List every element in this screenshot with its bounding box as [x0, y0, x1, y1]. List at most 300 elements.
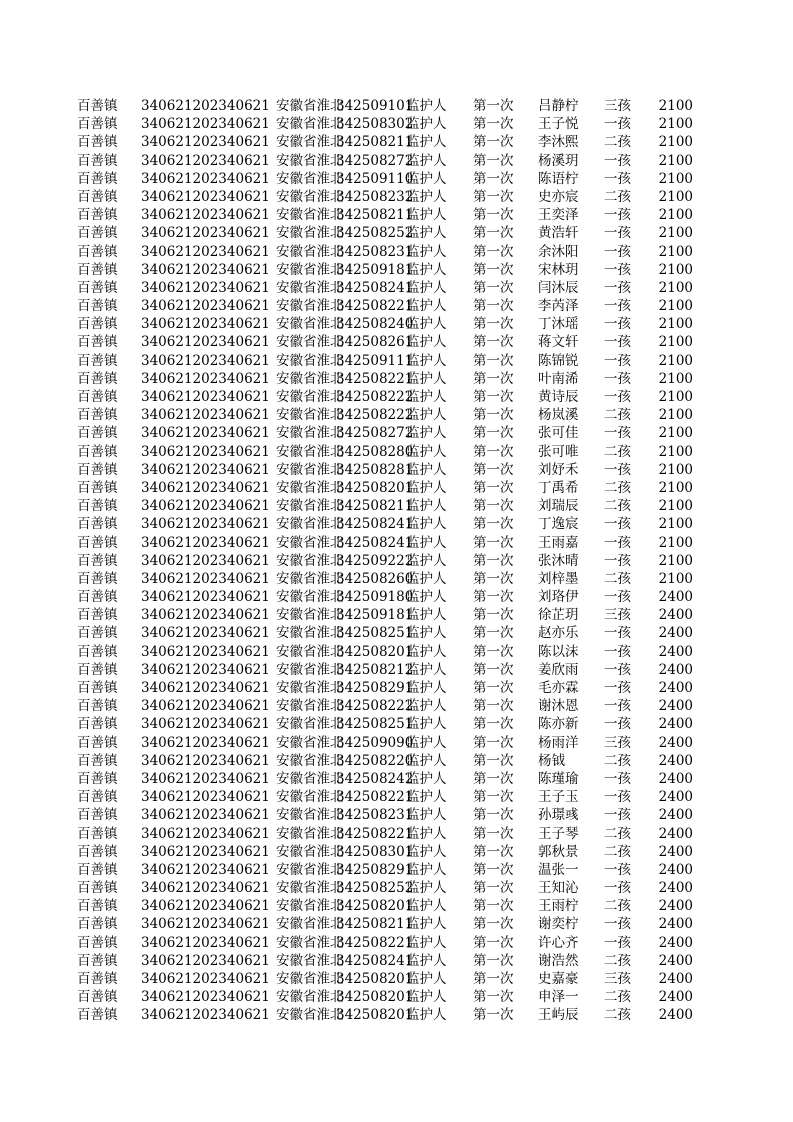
address-cell: 安徽省淮北: [276, 1007, 344, 1024]
id-code-cell: 340621202340621: [141, 389, 270, 405]
id-code-cell: 340621202340621: [141, 770, 270, 787]
address-cell: 安徽省淮北: [276, 843, 344, 860]
id-code-cell: 340621202340621: [141, 861, 270, 878]
role-cell: 监护人: [406, 334, 447, 351]
amount-cell: 2100: [658, 516, 693, 533]
town-cell: 百善镇: [77, 843, 118, 860]
table-row: [0, 443, 793, 461]
amount-cell: 2400: [658, 789, 693, 806]
role-cell: 监护人: [406, 389, 447, 405]
amount-cell: 2100: [658, 407, 693, 424]
amount-cell: 2400: [658, 952, 693, 969]
child-order-cell: 一孩: [604, 261, 631, 278]
child-order-cell: 一孩: [604, 552, 631, 569]
table-row: [0, 133, 793, 151]
address-cell: 安徽省淮北: [276, 552, 344, 569]
child-name-cell: 宋林玥: [538, 261, 579, 278]
town-cell: 百善镇: [77, 316, 118, 333]
table-row: [0, 661, 793, 679]
role-cell: 监护人: [406, 352, 447, 369]
id-code-cell: 340621202340621: [141, 643, 270, 660]
table-row: [0, 370, 793, 388]
address-cell: 安徽省淮北: [276, 807, 344, 824]
child-name-cell: 王知沁: [538, 880, 579, 897]
table-row: [0, 806, 793, 824]
child-name-cell: 闫沐辰: [538, 279, 579, 296]
child-name-cell: 刘珞伊: [538, 589, 579, 606]
child-name-cell: 陈瑾瑜: [538, 770, 579, 787]
town-cell: 百善镇: [77, 116, 118, 133]
id-code-cell: 340621202340621: [141, 170, 270, 187]
table-row: [0, 624, 793, 642]
child-name-cell: 黄诗辰: [538, 389, 579, 405]
town-cell: 百善镇: [77, 479, 118, 496]
child-order-cell: 一孩: [604, 625, 631, 642]
child-order-cell: 二孩: [604, 134, 631, 151]
amount-cell: 2100: [658, 152, 693, 169]
id-code-cell: 340621202340621: [141, 279, 270, 296]
child-order-cell: 一孩: [604, 389, 631, 405]
amount-cell: 2400: [658, 825, 693, 842]
id-code-cell: 340621202340621: [141, 461, 270, 478]
amount-cell: 2100: [658, 443, 693, 460]
child-name-cell: 史亦宸: [538, 188, 579, 205]
amount-cell: 2400: [658, 752, 693, 769]
round-cell: 第一次: [473, 334, 514, 351]
id-code-cell: 340621202340621: [141, 843, 270, 860]
address-cell: 安徽省淮北: [276, 625, 344, 642]
table-row: [0, 315, 793, 333]
round-cell: 第一次: [473, 552, 514, 569]
town-cell: 百善镇: [77, 98, 118, 114]
id-code-cell: 340621202340621: [141, 934, 270, 951]
town-cell: 百善镇: [77, 625, 118, 642]
address-cell: 安徽省淮北: [276, 825, 344, 842]
id-number-cell: 342508220: [336, 752, 414, 769]
role-cell: 监护人: [406, 479, 447, 496]
child-order-cell: 二孩: [604, 952, 631, 969]
amount-cell: 2100: [658, 498, 693, 515]
role-cell: 监护人: [406, 407, 447, 424]
town-cell: 百善镇: [77, 680, 118, 696]
town-cell: 百善镇: [77, 152, 118, 169]
amount-cell: 2400: [658, 589, 693, 606]
amount-cell: 2100: [658, 425, 693, 442]
role-cell: 监护人: [406, 898, 447, 915]
round-cell: 第一次: [473, 461, 514, 478]
id-number-cell: 342508211: [336, 498, 414, 515]
town-cell: 百善镇: [77, 916, 118, 933]
address-cell: 安徽省淮北: [276, 352, 344, 369]
amount-cell: 2100: [658, 316, 693, 333]
role-cell: 监护人: [406, 971, 447, 987]
town-cell: 百善镇: [77, 170, 118, 187]
address-cell: 安徽省淮北: [276, 389, 344, 405]
child-order-cell: 一孩: [604, 207, 631, 224]
round-cell: 第一次: [473, 1007, 514, 1024]
child-name-cell: 陈以沫: [538, 643, 579, 660]
child-order-cell: 一孩: [604, 716, 631, 733]
child-name-cell: 温张一: [538, 861, 579, 878]
id-number-cell: 342508280: [336, 443, 414, 460]
child-order-cell: 一孩: [604, 789, 631, 806]
table-row: [0, 588, 793, 606]
child-order-cell: 二孩: [604, 1007, 631, 1024]
table-row: [0, 188, 793, 206]
address-cell: 安徽省淮北: [276, 589, 344, 606]
role-cell: 监护人: [406, 498, 447, 515]
table-row: [0, 461, 793, 479]
round-cell: 第一次: [473, 316, 514, 333]
child-name-cell: 王子玉: [538, 789, 579, 806]
child-name-cell: 黄浩轩: [538, 225, 579, 242]
round-cell: 第一次: [473, 589, 514, 606]
id-number-cell: 342508221: [336, 789, 414, 806]
town-cell: 百善镇: [77, 516, 118, 533]
id-number-cell: 342508211: [336, 207, 414, 224]
town-cell: 百善镇: [77, 952, 118, 969]
town-cell: 百善镇: [77, 225, 118, 242]
town-cell: 百善镇: [77, 734, 118, 751]
amount-cell: 2400: [658, 734, 693, 751]
child-order-cell: 一孩: [604, 680, 631, 696]
round-cell: 第一次: [473, 770, 514, 787]
child-order-cell: 三孩: [604, 98, 631, 114]
id-code-cell: 340621202340621: [141, 152, 270, 169]
id-code-cell: 340621202340621: [141, 680, 270, 696]
round-cell: 第一次: [473, 443, 514, 460]
role-cell: 监护人: [406, 98, 447, 114]
role-cell: 监护人: [406, 570, 447, 587]
table-row: [0, 879, 793, 897]
id-number-cell: 342508291: [336, 861, 414, 878]
amount-cell: 2100: [658, 243, 693, 260]
address-cell: 安徽省淮北: [276, 261, 344, 278]
round-cell: 第一次: [473, 516, 514, 533]
id-number-cell: 342509180: [336, 589, 414, 606]
round-cell: 第一次: [473, 698, 514, 715]
child-order-cell: 二孩: [604, 825, 631, 842]
table-row: [0, 679, 793, 697]
id-code-cell: 340621202340621: [141, 752, 270, 769]
child-order-cell: 一孩: [604, 279, 631, 296]
id-code-cell: 340621202340621: [141, 880, 270, 897]
id-number-cell: 342508251: [336, 625, 414, 642]
id-number-cell: 342508222: [336, 407, 414, 424]
id-code-cell: 340621202340621: [141, 734, 270, 751]
table-row: [0, 515, 793, 533]
child-name-cell: 谢沐恩: [538, 698, 579, 715]
address-cell: 安徽省淮北: [276, 752, 344, 769]
round-cell: 第一次: [473, 880, 514, 897]
town-cell: 百善镇: [77, 880, 118, 897]
child-order-cell: 一孩: [604, 425, 631, 442]
role-cell: 监护人: [406, 225, 447, 242]
town-cell: 百善镇: [77, 934, 118, 951]
role-cell: 监护人: [406, 461, 447, 478]
address-cell: 安徽省淮北: [276, 316, 344, 333]
address-cell: 安徽省淮北: [276, 861, 344, 878]
round-cell: 第一次: [473, 570, 514, 587]
id-code-cell: 340621202340621: [141, 716, 270, 733]
town-cell: 百善镇: [77, 898, 118, 915]
town-cell: 百善镇: [77, 589, 118, 606]
town-cell: 百善镇: [77, 570, 118, 587]
round-cell: 第一次: [473, 734, 514, 751]
id-number-cell: 342508240: [336, 316, 414, 333]
role-cell: 监护人: [406, 952, 447, 969]
role-cell: 监护人: [406, 880, 447, 897]
child-name-cell: 毛亦霖: [538, 680, 579, 696]
child-name-cell: 杨钺: [538, 752, 565, 769]
table-row: [0, 715, 793, 733]
role-cell: 监护人: [406, 243, 447, 260]
role-cell: 监护人: [406, 770, 447, 787]
child-order-cell: 一孩: [604, 152, 631, 169]
amount-cell: 2400: [658, 607, 693, 624]
table-row: [0, 115, 793, 133]
role-cell: 监护人: [406, 789, 447, 806]
role-cell: 监护人: [406, 443, 447, 460]
amount-cell: 2100: [658, 298, 693, 315]
round-cell: 第一次: [473, 243, 514, 260]
table-row: [0, 479, 793, 497]
id-code-cell: 340621202340621: [141, 989, 270, 1006]
id-code-cell: 340621202340621: [141, 207, 270, 224]
child-name-cell: 王雨柠: [538, 898, 579, 915]
address-cell: 安徽省淮北: [276, 407, 344, 424]
round-cell: 第一次: [473, 971, 514, 987]
id-code-cell: 340621202340621: [141, 952, 270, 969]
id-code-cell: 340621202340621: [141, 898, 270, 915]
address-cell: 安徽省淮北: [276, 243, 344, 260]
child-order-cell: 三孩: [604, 734, 631, 751]
town-cell: 百善镇: [77, 552, 118, 569]
child-name-cell: 姜欣雨: [538, 661, 579, 678]
address-cell: 安徽省淮北: [276, 116, 344, 133]
child-order-cell: 一孩: [604, 170, 631, 187]
child-order-cell: 一孩: [604, 861, 631, 878]
child-name-cell: 张沐晴: [538, 552, 579, 569]
child-order-cell: 二孩: [604, 843, 631, 860]
child-name-cell: 丁沐瑶: [538, 316, 579, 333]
child-name-cell: 刘梓墨: [538, 570, 579, 587]
child-name-cell: 王屿辰: [538, 1007, 579, 1024]
round-cell: 第一次: [473, 843, 514, 860]
address-cell: 安徽省淮北: [276, 443, 344, 460]
role-cell: 监护人: [406, 825, 447, 842]
round-cell: 第一次: [473, 807, 514, 824]
table-row: [0, 770, 793, 788]
child-order-cell: 二孩: [604, 407, 631, 424]
id-code-cell: 340621202340621: [141, 589, 270, 606]
child-name-cell: 张可佳: [538, 425, 579, 442]
table-row: [0, 970, 793, 988]
child-name-cell: 王奕泽: [538, 207, 579, 224]
role-cell: 监护人: [406, 425, 447, 442]
round-cell: 第一次: [473, 952, 514, 969]
round-cell: 第一次: [473, 825, 514, 842]
amount-cell: 2400: [658, 971, 693, 987]
table-row: [0, 915, 793, 933]
child-name-cell: 杨雨洋: [538, 734, 579, 751]
id-number-cell: 342508231: [336, 807, 414, 824]
table-row: [0, 152, 793, 170]
town-cell: 百善镇: [77, 188, 118, 205]
amount-cell: 2400: [658, 770, 693, 787]
id-number-cell: 342508242: [336, 770, 414, 787]
id-code-cell: 340621202340621: [141, 334, 270, 351]
child-name-cell: 李芮泽: [538, 298, 579, 315]
amount-cell: 2400: [658, 916, 693, 933]
id-code-cell: 340621202340621: [141, 498, 270, 515]
table-row: [0, 206, 793, 224]
address-cell: 安徽省淮北: [276, 698, 344, 715]
id-code-cell: 340621202340621: [141, 625, 270, 642]
id-code-cell: 340621202340621: [141, 1007, 270, 1024]
role-cell: 监护人: [406, 589, 447, 606]
round-cell: 第一次: [473, 188, 514, 205]
role-cell: 监护人: [406, 716, 447, 733]
id-code-cell: 340621202340621: [141, 407, 270, 424]
town-cell: 百善镇: [77, 407, 118, 424]
town-cell: 百善镇: [77, 352, 118, 369]
table-row: [0, 97, 793, 115]
child-name-cell: 丁禹希: [538, 479, 579, 496]
amount-cell: 2400: [658, 843, 693, 860]
id-number-cell: 342508221: [336, 825, 414, 842]
round-cell: 第一次: [473, 298, 514, 315]
town-cell: 百善镇: [77, 534, 118, 551]
round-cell: 第一次: [473, 370, 514, 387]
amount-cell: 2100: [658, 170, 693, 187]
amount-cell: 2100: [658, 352, 693, 369]
table-row: [0, 497, 793, 515]
child-name-cell: 张可唯: [538, 443, 579, 460]
round-cell: 第一次: [473, 352, 514, 369]
address-cell: 安徽省淮北: [276, 880, 344, 897]
amount-cell: 2400: [658, 680, 693, 696]
child-name-cell: 徐芷玥: [538, 607, 579, 624]
id-number-cell: 342508201: [336, 898, 414, 915]
id-code-cell: 340621202340621: [141, 789, 270, 806]
child-name-cell: 王子悦: [538, 116, 579, 133]
child-name-cell: 许心齐: [538, 934, 579, 951]
town-cell: 百善镇: [77, 752, 118, 769]
address-cell: 安徽省淮北: [276, 607, 344, 624]
id-number-cell: 342509181: [336, 607, 414, 624]
child-name-cell: 刘妤禾: [538, 461, 579, 478]
child-order-cell: 一孩: [604, 807, 631, 824]
round-cell: 第一次: [473, 934, 514, 951]
child-order-cell: 一孩: [604, 934, 631, 951]
child-name-cell: 吕静柠: [538, 98, 579, 114]
round-cell: 第一次: [473, 225, 514, 242]
role-cell: 监护人: [406, 843, 447, 860]
role-cell: 监护人: [406, 734, 447, 751]
town-cell: 百善镇: [77, 243, 118, 260]
id-number-cell: 342508301: [336, 843, 414, 860]
child-order-cell: 三孩: [604, 607, 631, 624]
round-cell: 第一次: [473, 261, 514, 278]
table-row: [0, 988, 793, 1006]
address-cell: 安徽省淮北: [276, 225, 344, 242]
id-number-cell: 342508260: [336, 570, 414, 587]
child-order-cell: 二孩: [604, 443, 631, 460]
id-number-cell: 342508272: [336, 425, 414, 442]
address-cell: 安徽省淮北: [276, 279, 344, 296]
address-cell: 安徽省淮北: [276, 298, 344, 315]
child-order-cell: 一孩: [604, 316, 631, 333]
id-code-cell: 340621202340621: [141, 516, 270, 533]
table-row: [0, 825, 793, 843]
address-cell: 安徽省淮北: [276, 188, 344, 205]
address-cell: 安徽省淮北: [276, 716, 344, 733]
child-order-cell: 一孩: [604, 770, 631, 787]
town-cell: 百善镇: [77, 298, 118, 315]
table-row: [0, 952, 793, 970]
child-order-cell: 一孩: [604, 225, 631, 242]
id-number-cell: 342508251: [336, 716, 414, 733]
table-row: [0, 224, 793, 242]
id-code-cell: 340621202340621: [141, 552, 270, 569]
round-cell: 第一次: [473, 170, 514, 187]
round-cell: 第一次: [473, 861, 514, 878]
child-order-cell: 二孩: [604, 479, 631, 496]
child-order-cell: 二孩: [604, 898, 631, 915]
id-number-cell: 342508221: [336, 298, 414, 315]
address-cell: 安徽省淮北: [276, 534, 344, 551]
role-cell: 监护人: [406, 207, 447, 224]
table-row: [0, 243, 793, 261]
id-number-cell: 342508211: [336, 916, 414, 933]
role-cell: 监护人: [406, 934, 447, 951]
address-cell: 安徽省淮北: [276, 334, 344, 351]
round-cell: 第一次: [473, 207, 514, 224]
round-cell: 第一次: [473, 607, 514, 624]
child-name-cell: 蒋文轩: [538, 334, 579, 351]
table-row: [0, 843, 793, 861]
table-row: [0, 861, 793, 879]
id-number-cell: 342509222: [336, 552, 414, 569]
town-cell: 百善镇: [77, 134, 118, 151]
round-cell: 第一次: [473, 498, 514, 515]
id-number-cell: 342508241: [336, 534, 414, 551]
child-order-cell: 一孩: [604, 461, 631, 478]
address-cell: 安徽省淮北: [276, 989, 344, 1006]
address-cell: 安徽省淮北: [276, 916, 344, 933]
town-cell: 百善镇: [77, 989, 118, 1006]
role-cell: 监护人: [406, 807, 447, 824]
round-cell: 第一次: [473, 916, 514, 933]
amount-cell: 2400: [658, 1007, 693, 1024]
table-row: [0, 388, 793, 406]
amount-cell: 2100: [658, 570, 693, 587]
child-order-cell: 三孩: [604, 971, 631, 987]
child-name-cell: 谢奕柠: [538, 916, 579, 933]
id-code-cell: 340621202340621: [141, 134, 270, 151]
child-order-cell: 二孩: [604, 989, 631, 1006]
child-name-cell: 丁逸宸: [538, 516, 579, 533]
id-code-cell: 340621202340621: [141, 425, 270, 442]
address-cell: 安徽省淮北: [276, 952, 344, 969]
role-cell: 监护人: [406, 152, 447, 169]
id-code-cell: 340621202340621: [141, 479, 270, 496]
address-cell: 安徽省淮北: [276, 98, 344, 114]
child-order-cell: 一孩: [604, 334, 631, 351]
id-number-cell: 342508201: [336, 989, 414, 1006]
amount-cell: 2100: [658, 534, 693, 551]
